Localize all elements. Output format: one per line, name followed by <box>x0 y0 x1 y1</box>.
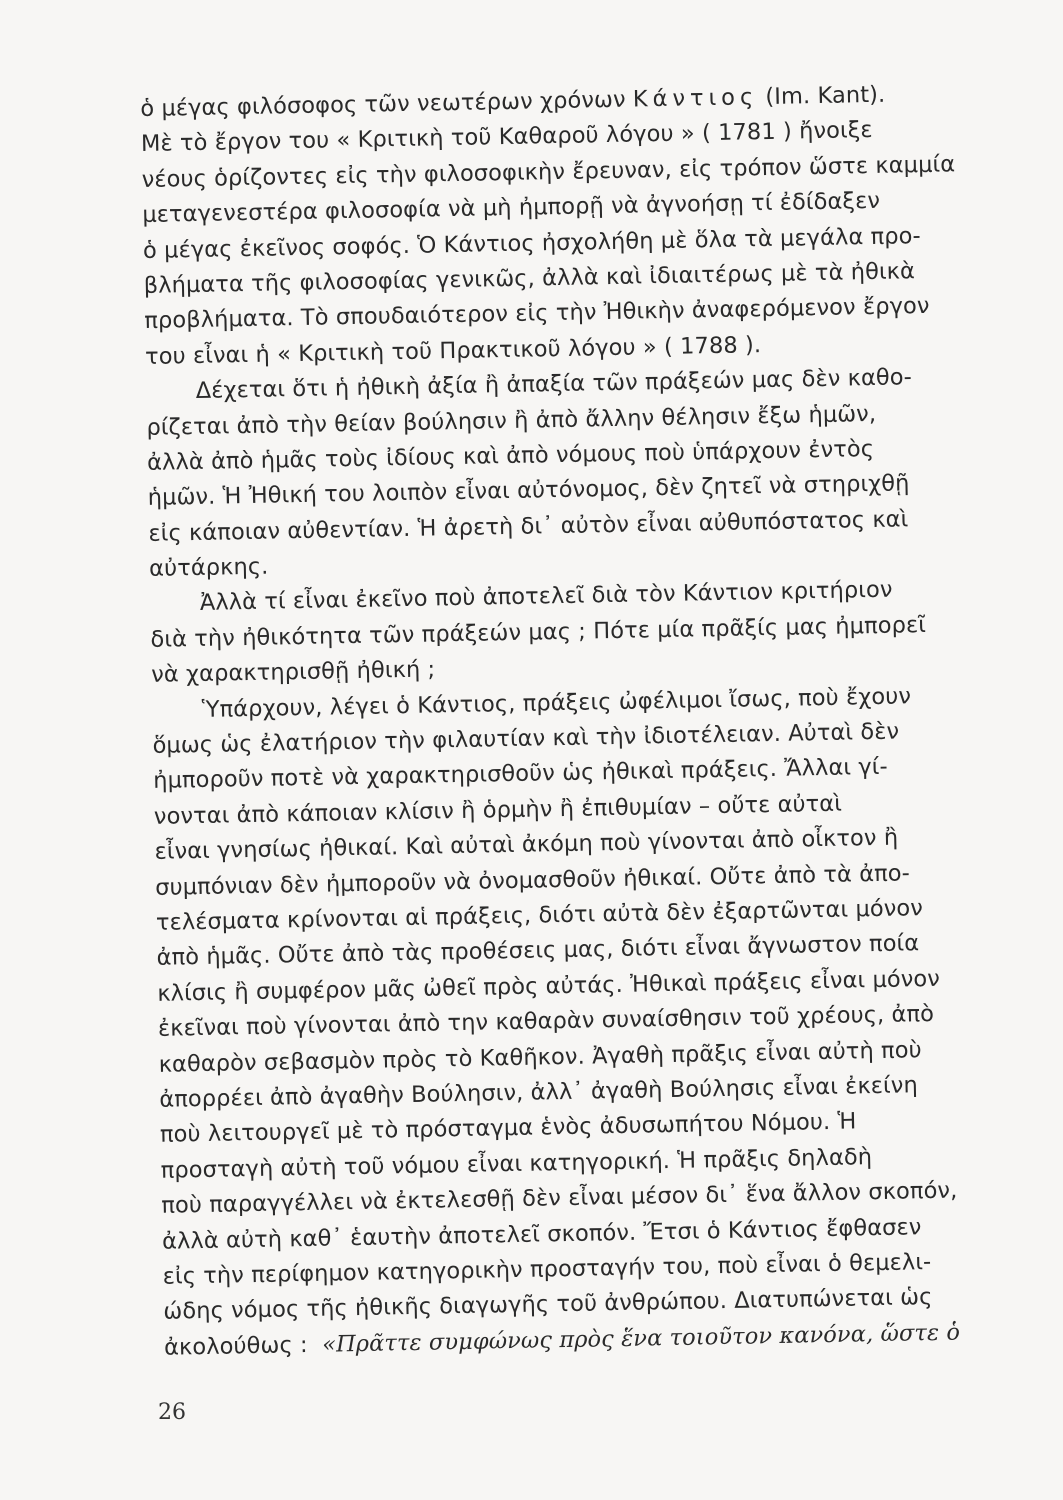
line-text: ἀπὸ ἡμᾶς. Οὔτε ἀπὸ τὰς προθέσεις μας, διότι εἶναι ἄγνωστον ποία <box>156 930 920 972</box>
line-text: νέους ὁρίζοντες εἰς τὴν φιλοσοφικὴν ἔρευναν, εἰς τρόπον ὥστε καμμία <box>141 151 956 193</box>
line-text: ρίζεται ἀπὸ τὴν θείαν βούλησιν ἢ ἀπὸ ἄλλην θέλησιν ἔξω ἡμῶν, <box>146 400 877 441</box>
line-text: ἐκεῖναι ποὺ γίνονται ἀπὸ την καθαρὰν συναίσθησιν τοῦ χρέους, ἀπὸ <box>157 1001 935 1042</box>
line-text: του εἶναι ἡ « Κριτικὴ τοῦ Πρακτικοῦ λόγου » ( 1788 ). <box>144 331 762 370</box>
line-text: ποὺ λειτουργεῖ μὲ τὸ πρόσταγμα ἑνὸς ἀδυσωπήτου Νόμου. Ἡ <box>159 1108 857 1149</box>
line-text: ἀλλὰ αὐτὴ καθ᾽ ἑαυτὴν ἀποτελεῖ σκοπόν. Ἔτσι ὁ Κάντιος ἔφθασεν <box>161 1213 922 1255</box>
line-text: νὰ χαρακτηρισθῇ ἠθική ; <box>150 656 436 689</box>
line-text: (Im. Kant). <box>757 81 886 111</box>
line-text: προσταγὴ αὐτὴ τοῦ νόμου εἶναι κατηγορική. Ἡ πρᾶξις δηλαδὴ <box>160 1143 873 1184</box>
line-text: ἀπορρέει ἀπὸ ἀγαθὴν Βούλησιν, ἀλλ᾽ ἀγαθὴ Βούλησις εἶναι ἐκείνη <box>159 1072 919 1113</box>
page-number: 26 <box>158 1400 186 1425</box>
body-text <box>140 75 1024 1365</box>
line-text: ἀλλὰ ἀπὸ ἡμᾶς τοὺς ἰδίους καὶ ἀπὸ νόμους ποὺ ὑπάρχουν ἐντὸς <box>146 435 875 476</box>
line-text: ποὺ παραγγέλλει νὰ ἐκτελεσθῇ δὲν εἶναι μέσον δι᾽ ἕνα ἄλλον σκοπόν, <box>161 1177 958 1219</box>
line-text: Ὑπάρχουν, λέγει ὁ Κάντιος, πράξεις ὠφέλιμοι ἴσως, ποὺ ἔχουν <box>201 682 912 723</box>
line-text: ἠμποροῦν ποτὲ νὰ χαρακτηρισθοῦν ὡς ἠθικαὶ πράξεις. Ἄλλαι γί- <box>152 754 888 795</box>
line-text: Ἀλλὰ τί εἶναι ἐκεῖνο ποὺ ἀποτελεῖ διὰ τὸν Κάντιον κριτήριον <box>199 577 893 617</box>
italic-quote: «Πρᾶττε συμφώνως πρὸς ἕνα τοιοῦτον κανόνα, ὥστε ὁ <box>321 1319 961 1358</box>
line-text: διὰ τὴν ἠθικότητα τῶν πράξεών μας ; Πότε μία πρᾶξίς μας ἠμπορεῖ <box>150 611 927 653</box>
line-text: εἶναι γνησίως ἠθικαί. Καὶ αὐταὶ ἀκόμη ποὺ γίνονται ἀπὸ οἶκτον ἢ <box>154 824 899 866</box>
line-text: ὁ μέγας φιλόσοφος τῶν νεωτέρων χρόνων <box>140 86 634 122</box>
line-text: νονται ἀπὸ κάποιαν κλίσιν ἢ ὁρμὴν ἢ ἐπιθυμίαν – οὔτε αὐταὶ <box>153 790 843 830</box>
line-text: συμπόνιαν δὲν ἠμποροῦν νὰ ὀνομασθοῦν ἠθικαί. Οὔτε ἀπὸ τὰ ἀπο- <box>155 859 911 901</box>
line-text: εἰς κάποιαν αὐθεντίαν. Ἡ ἀρετὴ δι᾽ αὐτὸν εἶναι αὐθυπόστατος καὶ <box>148 506 909 547</box>
line-text: ὁ μέγας ἐκεῖνος σοφός. Ὁ Κάντιος ἠσχολήθη μὲ ὅλα τὰ μεγάλα προ- <box>142 222 921 264</box>
line-text: μεταγενεστέρα φιλοσοφία νὰ μὴ ἠμπορῇ νὰ ἀγνοήσῃ τί ἐδίδαξεν <box>142 187 881 229</box>
line-text: Δέχεται ὅτι ἡ ἠθικὴ ἀξία ἢ ἀπαξία τῶν πράξεών μας δὲν καθο- <box>195 364 913 405</box>
line-text: ώδης νόμος τῆς ἠθικῆς διαγωγῆς τοῦ ἀνθρώπου. Διατυπώνεται ὡς <box>163 1284 933 1326</box>
line-text: τελέσματα κρίνονται αἱ πράξεις, διότι αὐτὰ δὲν ἐξαρτῶνται μόνον <box>155 895 924 936</box>
line-text: εἰς τὴν περίφημον κατηγορικὴν προσταγήν του, ποὺ εἶναι ὁ θεμελι- <box>162 1248 932 1290</box>
emphasized-name: Κάντιος <box>632 84 759 113</box>
line-text: Μὲ τὸ ἔργον του « Κριτικὴ τοῦ Καθαροῦ λόγου » ( 1781 ) ἤνοιξε <box>140 117 873 158</box>
line-text: βλήματα τῆς φιλοσοφίας γενικῶς, ἀλλὰ καὶ ἰδιαιτέρως μὲ τὰ ἠθικὰ <box>143 258 916 299</box>
line-text: αὐτάρκης. <box>148 553 269 582</box>
line-text: ὅμως ὡς ἐλατήριον τὴν φιλαυτίαν καὶ τὴν ἰδιοτέλειαν. Αὐταὶ δὲν <box>152 718 900 759</box>
line-text: κλίσις ἢ συμφέρον μᾶς ὠθεῖ πρὸς αὐτάς. Ἠθικαὶ πράξεις εἶναι μόνον <box>157 965 941 1007</box>
line-text: καθαρὸν σεβασμὸν πρὸς τὸ Καθῆκον. Ἀγαθὴ πρᾶξις εἶναι αὐτὴ ποὺ <box>158 1036 922 1078</box>
line-text: ἀκολούθως : <box>163 1331 323 1361</box>
line-text: προβλήματα. Τὸ σπουδαιότερον εἰς τὴν Ἠθικὴν ἀναφερόμενον ἔργον <box>144 293 930 335</box>
line-text: ἡμῶν. Ἡ Ἠθική του λοιπὸν εἶναι αὐτόνομος, δὲν ζητεῖ νὰ στηριχθῇ <box>147 470 910 512</box>
